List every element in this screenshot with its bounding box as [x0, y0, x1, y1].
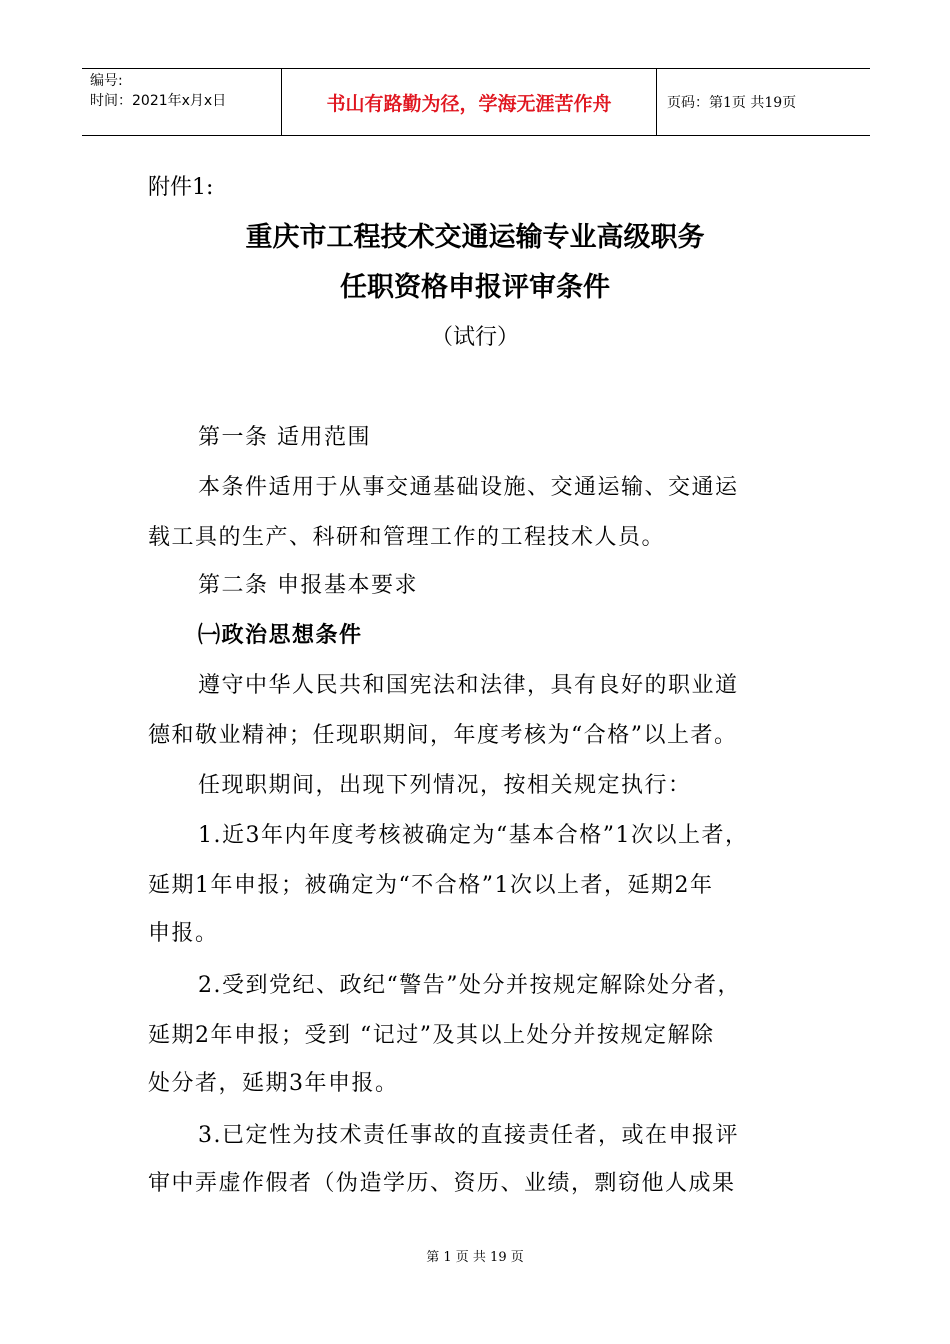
body-line: 任现职期间，出现下列情况，按相关规定执行： [198, 773, 692, 798]
body-line: 本条件适用于从事交通基础设施、交通运输、交通运 [198, 475, 739, 500]
body-line: 3.已定性为技术责任事故的直接责任者，或在申报评 [198, 1123, 739, 1148]
attachment-label: 附件1: [148, 175, 214, 200]
article-1-heading: 第一条 适用范围 [198, 425, 371, 450]
section-heading: ㈠政治思想条件 [198, 622, 363, 648]
header-page-info: 页码：第1页 共19页 [667, 95, 797, 111]
page-footer: 第 1 页 共 19 页 [426, 1250, 524, 1265]
body-line: 2.受到党纪、政纪“警告”处分并按规定解除处分者， [198, 973, 741, 998]
header-motto: 书山有路勤为径，学海无涯苦作舟 [282, 69, 657, 135]
number-label: 编号: [90, 73, 123, 89]
page-header [82, 68, 870, 136]
document-title-line1: 重庆市工程技术交通运输专业高级职务 [245, 222, 705, 253]
body-line: 处分者，延期3年申报。 [148, 1071, 399, 1096]
header-meta [82, 69, 282, 135]
body-line: 德和敬业精神；任现职期间，年度考核为“合格”以上者。 [148, 723, 738, 748]
body-line: 审中弄虚作假者（伪造学历、资历、业绩，剽窃他人成果 [148, 1171, 736, 1196]
document-title-line2: 任职资格申报评审条件 [340, 272, 610, 303]
article-2-heading: 第二条 申报基本要求 [198, 573, 418, 598]
body-line: 申报。 [148, 921, 219, 946]
body-line: 延期2年申报；受到 “记过”及其以上处分并按规定解除 [148, 1023, 715, 1048]
body-line: 载工具的生产、科研和管理工作的工程技术人员。 [148, 525, 666, 550]
body-line: 延期1年申报；被确定为“不合格”1次以上者，延期2年 [148, 873, 714, 898]
body-line: 遵守中华人民共和国宪法和法律，具有良好的职业道 [198, 673, 739, 698]
body-line: 1.近3年内年度考核被确定为“基本合格”1次以上者， [198, 823, 749, 848]
document-subtitle: （试行） [430, 325, 519, 350]
time-label: 时间：2021年x月x日 [90, 93, 227, 109]
